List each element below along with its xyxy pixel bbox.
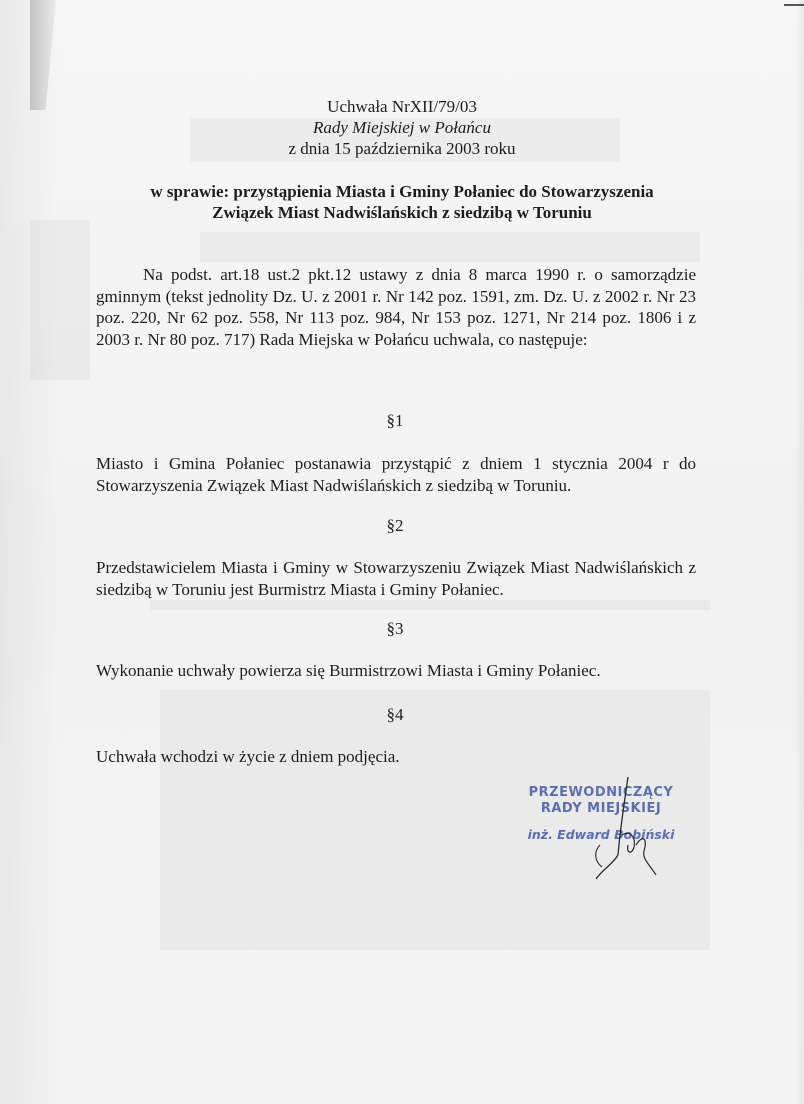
resolution-header (0, 96, 804, 159)
scan-right-shadow (796, 0, 804, 1104)
section-3-text: Wykonanie uchwały powierza się Burmistrzowi Miasta i Gminy Połaniec. (96, 661, 601, 680)
scan-corner-mark (784, 4, 804, 6)
stamp-name: inż. Edward Bobiński (527, 827, 675, 842)
resolution-subject (0, 181, 804, 223)
section-1-mark: §1 (386, 411, 404, 430)
section-2-mark: §2 (386, 516, 404, 535)
bleed-through-block (200, 232, 700, 262)
handwritten-signature (590, 775, 660, 885)
resolution-number: Uchwała NrXII/79/03 (327, 97, 477, 116)
section-3-mark: §3 (386, 619, 404, 638)
scan-edge-shadow (0, 0, 60, 1104)
subject-line-1: w sprawie: przystąpienia Miasta i Gminy Połaniec do Stowarzyszenia (150, 182, 654, 201)
section-4-mark: §4 (386, 705, 404, 724)
section-1-text: Miasto i Gmina Połaniec postanawia przystąpić z dniem 1 stycznia 2004 r do Stowarzyszenia Związek Miast Nadwiślańskich z siedzibą w Toruniu. (96, 454, 696, 495)
bleed-through-block (30, 220, 90, 380)
bleed-through-block (150, 600, 710, 610)
council-name: Rady Miejskiej w Połańcu (313, 118, 491, 137)
subject-line-2: Związek Miast Nadwiślańskich z siedzibą w Toruniu (212, 203, 592, 222)
legal-basis-paragraph: Na podst. art.18 ust.2 pkt.12 ustawy z dnia 8 marca 1990 r. o samorządzie gminnym (tekst jednolity Dz. U. z 2001 r. Nr 142 poz. 1591, zm. Dz. U. z 2002 r. Nr 23 poz. 220, Nr 62 poz. 558, Nr 113 poz. 984, Nr 153 poz. 1271, Nr 214 poz. 1806 i z 2003 r. Nr 80 poz. 717) Rada Miejska w Połańcu uchwala, co następuje: (96, 265, 696, 349)
stamp-title: PRZEWODNICZĄCY (528, 785, 674, 800)
stamp-council: RADY MIEJSKIEJ (540, 801, 662, 816)
resolution-date: z dnia 15 października 2003 roku (288, 139, 516, 158)
section-2-text: Przedstawicielem Miasta i Gminy w Stowarzyszeniu Związek Miast Nadwiślańskich z siedzibą w Toruniu jest Burmistrz Miasta i Gminy Połaniec. (96, 558, 696, 599)
section-4-text: Uchwała wchodzi w życie z dniem podjęcia. (96, 747, 400, 766)
